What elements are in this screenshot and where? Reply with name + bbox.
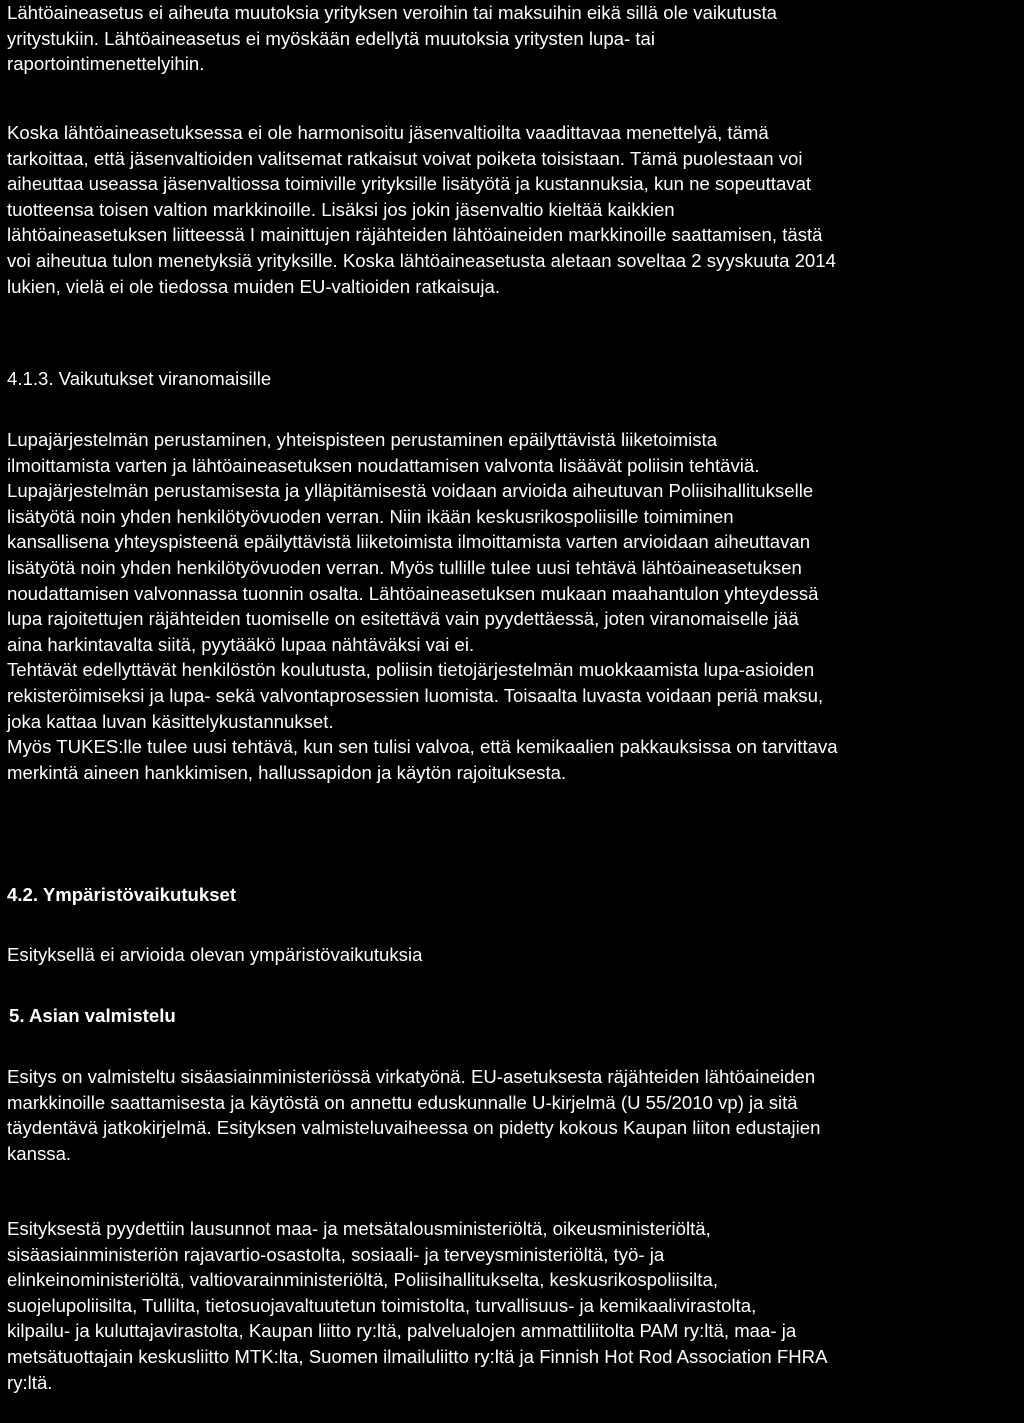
text-line: voi aiheutua tulon menetyksiä yrityksille. Koska lähtöaineasetusta aletaan soveltaa 2 syyskuuta 2014 <box>7 249 836 271</box>
paragraph-intro <box>7 0 777 77</box>
text-line: kansallisena yhteyspisteenä epäilyttävistä liiketoimista ilmoittamista varten arvioidaan aiheuttavan <box>7 531 811 553</box>
text-line: Esitys on valmisteltu sisäasiainministeriössä virkatyönä. EU-asetuksesta räjähteiden lähtöaineiden <box>7 1066 816 1087</box>
text-line: noudattamisen valvonnassa tuonnin osalta. Lähtöaineasetuksen mukaan maahantulon yhteydessä <box>7 582 819 604</box>
paragraph-harmonisation <box>7 120 836 299</box>
heading-4-2 <box>7 882 236 908</box>
section-heading: 4.1.3. Vaikutukset viranomaisille <box>7 368 272 389</box>
text-line: aiheuttaa useassa jäsenvaltiossa toimiville yrityksille lisätyötä ja kustannuksia, kun ne sopeuttavat <box>7 173 812 195</box>
paragraph-authorities <box>7 427 838 785</box>
text-line: lisätyötä noin yhden henkilötyövuoden verran. Niin ikään keskusrikospoliisille toimiminen <box>7 505 734 527</box>
text-line: Lupajärjestelmän perustaminen, yhteispisteen perustaminen epäilyttävistä liiketoimista <box>7 429 718 450</box>
paragraph-preparation <box>7 1064 820 1166</box>
text-line: kilpailu- ja kuluttajavirastolta, Kaupan liitto ry:ltä, palvelualojen ammattiliitolta PAM ry:ltä, maa- ja <box>7 1320 797 1342</box>
section-heading: 4.2. Ympäristövaikutukset <box>7 884 237 905</box>
text-line: joka kattaa luvan käsittelykustannukset. <box>7 710 334 732</box>
text-line: elinkeinoministeriöltä, valtiovarainministeriöltä, Poliisihallitukselta, keskusrikospoliisilta, <box>7 1269 718 1291</box>
heading-4-1-3 <box>7 366 271 392</box>
text-line: lupa rajoitettujen räjähteiden tuomiselle on esitettävä vain pyydettäessä, joten viranomaiselle jää <box>7 608 799 630</box>
text-line: Koska lähtöaineasetuksessa ei ole harmonisoitu jäsenvaltioilta vaadittavaa menettelyä, tämä <box>7 122 769 143</box>
text-line: markkinoille saattamisesta ja käytöstä on annettu eduskunnalle U-kirjelmä (U 55/2010 vp) ja sitä <box>7 1091 798 1113</box>
text-line: aina harkintavalta siitä, pyytääkö lupaa nähtäväksi vai ei. <box>7 633 475 655</box>
section-heading: 5. Asian valmistelu <box>9 1005 176 1026</box>
text-line: tarkoittaa, että jäsenvaltioiden valitsemat ratkaisut voivat poiketa toisistaan. Tämä puolestaan voi <box>7 147 803 169</box>
paragraph-environment <box>7 942 422 968</box>
text-line: Esityksellä ei arvioida olevan ympäristövaikutuksia <box>7 944 423 965</box>
text-line: ilmoittamista varten ja lähtöaineasetuksen noudattamisen valvonta lisäävät poliisin tehtäviä. <box>7 454 760 476</box>
text-line: tuotteensa toisen valtion markkinoille. Lisäksi jos jokin jäsenvaltio kieltää kaikkien <box>7 198 675 220</box>
text-line: suojelupoliisilta, Tullilta, tietosuojavaltuutetun toimistolta, turvallisuus- ja kemikaalivirastolta, <box>7 1294 757 1316</box>
paragraph-statements <box>7 1216 828 1395</box>
text-line: metsätuottajain keskusliitto MTK:lta, Suomen ilmailuliitto ry:ltä ja Finnish Hot Rod Association FHRA <box>7 1345 828 1367</box>
text-line: Tehtävät edellyttävät henkilöstön koulutusta, poliisin tietojärjestelmän muokkaamista lupa-asioiden <box>7 659 815 681</box>
text-line: lukien, vielä ei ole tiedossa muiden EU-valtioiden ratkaisuja. <box>7 275 500 297</box>
text-line: kanssa. <box>7 1142 72 1164</box>
text-line: raportointimenettelyihin. <box>7 53 205 75</box>
text-line: Lähtöaineasetus ei aiheuta muutoksia yrityksen veroihin tai maksuihin eikä sillä ole vaikutusta <box>7 2 777 23</box>
text-line: ry:ltä. <box>7 1371 53 1393</box>
text-line: rekisteröimiseksi ja lupa- sekä valvontaprosessien luomista. Toisaalta luvasta voidaan periä maksu, <box>7 684 824 706</box>
text-line: Myös TUKES:lle tulee uusi tehtävä, kun sen tulisi valvoa, että kemikaalien pakkauksissa on tarvittava <box>7 736 838 758</box>
text-line: merkintä aineen hankkimisen, hallussapidon ja käytön rajoituksesta. <box>7 761 567 783</box>
text-line: yritystukiin. Lähtöaineasetus ei myöskään edellytä muutoksia yritysten lupa- tai <box>7 27 656 49</box>
text-line: lisätyötä noin yhden henkilötyövuoden verran. Myös tullille tulee uusi tehtävä lähtöaineasetuksen <box>7 556 802 578</box>
text-line: sisäasiainministeriön rajavartio-osastolta, sosiaali- ja terveysministeriöltä, työ- ja <box>7 1243 665 1265</box>
text-line: täydentävä jatkokirjelmä. Esityksen valmisteluvaiheessa on pidetty kokous Kaupan liiton edustajien <box>7 1117 821 1139</box>
text-line: Esityksestä pyydettiin lausunnot maa- ja metsätalousministeriöltä, oikeusministeriöltä, <box>7 1218 711 1239</box>
text-line: Lupajärjestelmän perustamisesta ja ylläpitämisestä voidaan arvioida aiheutuvan Poliisihallitukselle <box>7 480 814 502</box>
text-line: lähtöaineasetuksen liitteessä I mainittujen räjähteiden lähtöaineiden markkinoille saattamisen, tästä <box>7 224 823 246</box>
heading-5 <box>9 1003 176 1029</box>
